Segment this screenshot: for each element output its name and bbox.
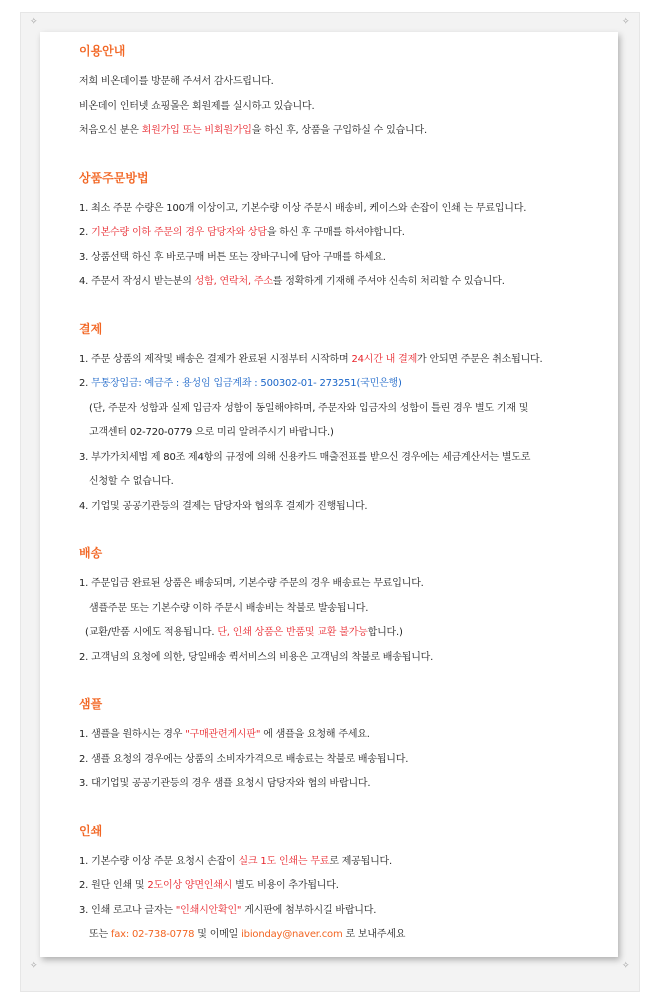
- section-delivery: [79, 545, 639, 670]
- delivery-line: (교환/반품 시에도 적용됩니다. 단, 인쇄 상품은 반품및 교환 불가능합니다.): [85, 627, 403, 638]
- section-title: 인쇄: [79, 823, 103, 838]
- order-line: 3. 상품선택 하신 후 바로구매 버튼 또는 장바구니에 담아 구매를 하세요.: [79, 251, 386, 263]
- payment-line: 신청할 수 없습니다.: [89, 476, 174, 487]
- payment-line: 1. 주문 상품의 제작및 배송은 결제가 완료된 시점부터 시작하며 24시간 내 결제가 안되면 주문은 취소됩니다.: [79, 353, 543, 365]
- print-line: 2. 원단 인쇄 및 2도이상 양면인쇄시 별도 비용이 추가됩니다.: [79, 880, 339, 891]
- order-line: 2. 기본수량 이하 주문의 경우 담당자와 상담을 하신 후 구매를 하셔야합니다.: [79, 227, 405, 238]
- delivery-line: 2. 고객님의 요청에 의한, 당일배송 퀵서비스의 비용은 고객님의 착불로 배송됩니다.: [79, 651, 434, 663]
- section-title: 상품주문방법: [79, 170, 149, 185]
- section-title: 배송: [79, 546, 103, 560]
- print-line: 1. 기본수량 이상 주문 요청시 손잡이 실크 1도 인쇄는 무료로 제공됩니다.: [79, 855, 392, 867]
- section-print: [79, 823, 639, 948]
- guide-line: 처음오신 분은 회원가입 또는 비회원가입을 하신 후, 상품을 구입하실 수 있습니다.: [79, 125, 427, 136]
- fax-text: fax: 02-738-0778: [110, 929, 195, 940]
- section-payment: [79, 321, 639, 520]
- highlight-text: 단, 인쇄 상품은 반품및 교환 불가능: [217, 627, 368, 638]
- sample-line: 3. 대기업및 공공기관등의 경우 샘플 요청시 담당자와 협의 바랍니다.: [79, 778, 371, 789]
- guide-line: 저희 비온데이를 방문해 주셔서 감사드립니다.: [79, 76, 274, 87]
- pin-top-right-icon: ✧: [622, 17, 630, 27]
- highlight-text: 기본수량 이하 주문의 경우 담당자와 상담: [91, 227, 267, 238]
- print-line: 3. 인쇄 로고나 글자는 "인쇄시안확인" 게시판에 첨부하시길 바랍니다.: [79, 904, 377, 916]
- delivery-line: 샘플주문 또는 기본수량 이하 주문시 배송비는 착불로 발송됩니다.: [89, 602, 369, 614]
- email-link[interactable]: ibionday@naver.com: [241, 929, 343, 940]
- highlight-text: 24시간 내 결제: [351, 353, 418, 365]
- payment-line: 3. 부가가치세법 제 80조 제4항의 규정에 의해 신용카드 매출전표를 받으신 경우에는 세금계산서는 별도로: [79, 451, 531, 463]
- payment-line: 고객센터 02-720-0779 으로 미리 알려주시기 바랍니다.): [89, 427, 334, 438]
- guide-line: 비온데이 인터넷 쇼핑몰은 회원제를 실시하고 있습니다.: [79, 100, 315, 112]
- section-title: 이용안내: [79, 44, 126, 58]
- pin-bottom-left-icon: ✧: [30, 961, 38, 971]
- section-sample: [79, 696, 639, 797]
- payment-line: 2. 무통장입금: 예금주 : 용성임 입금계좌 : 500302-01- 273251(국민은행): [79, 378, 402, 389]
- section-order: [79, 170, 639, 295]
- sample-line: 2. 샘플 요청의 경우에는 상품의 소비자가격으로 배송료는 착불로 배송됩니다.: [79, 753, 409, 765]
- board-link-text[interactable]: "구매관련게시판": [185, 729, 261, 740]
- payment-line: 4. 기업및 공공기관등의 결제는 담당자와 협의후 결제가 진행됩니다.: [79, 500, 368, 512]
- highlight-text: 실크 1도 인쇄는 무료: [238, 855, 330, 867]
- highlight-text: 회원가입 또는 비회원가입: [141, 125, 252, 136]
- highlight-text: 2도이상 양면인쇄시: [147, 880, 233, 891]
- section-guide: [79, 43, 639, 144]
- board-link-text[interactable]: "인쇄시안확인": [175, 904, 242, 916]
- section-title: 샘플: [79, 697, 103, 711]
- pin-bottom-right-icon: ✧: [622, 961, 630, 971]
- pin-top-left-icon: ✧: [30, 17, 38, 27]
- payment-line: (단, 주문자 성함과 실제 입금자 성함이 동일해야하며, 주문자와 입금자의 성함이 틀린 경우 별도 기재 및: [89, 402, 529, 414]
- bank-account-text: 무통장입금: 예금주 : 용성임 입금계좌 : 500302-01- 273251(국민은행): [91, 378, 402, 389]
- section-title: 결제: [79, 321, 103, 336]
- print-line: 또는 fax: 02-738-0778 및 이메일 ibionday@naver.com 로 보내주세요: [89, 929, 406, 940]
- order-line: 4. 주문서 작성시 받는분의 성함, 연락처, 주소를 정확하게 기재해 주셔야 신속히 처리할 수 있습니다.: [79, 276, 505, 287]
- sample-line: 1. 샘플을 원하시는 경우 "구매관련게시판" 에 샘플을 요청해 주세요.: [79, 729, 370, 740]
- notice-content: [79, 43, 639, 974]
- order-line: 1. 최소 주문 수량은 100개 이상이고, 기본수량 이상 주문시 배송비, 케이스와 손잡이 인쇄 는 무료입니다.: [79, 202, 527, 214]
- highlight-text: 성함, 연락처, 주소: [194, 276, 273, 287]
- delivery-line: 1. 주문입금 완료된 상품은 배송되며, 기본수량 주문의 경우 배송료는 무료입니다.: [79, 578, 424, 589]
